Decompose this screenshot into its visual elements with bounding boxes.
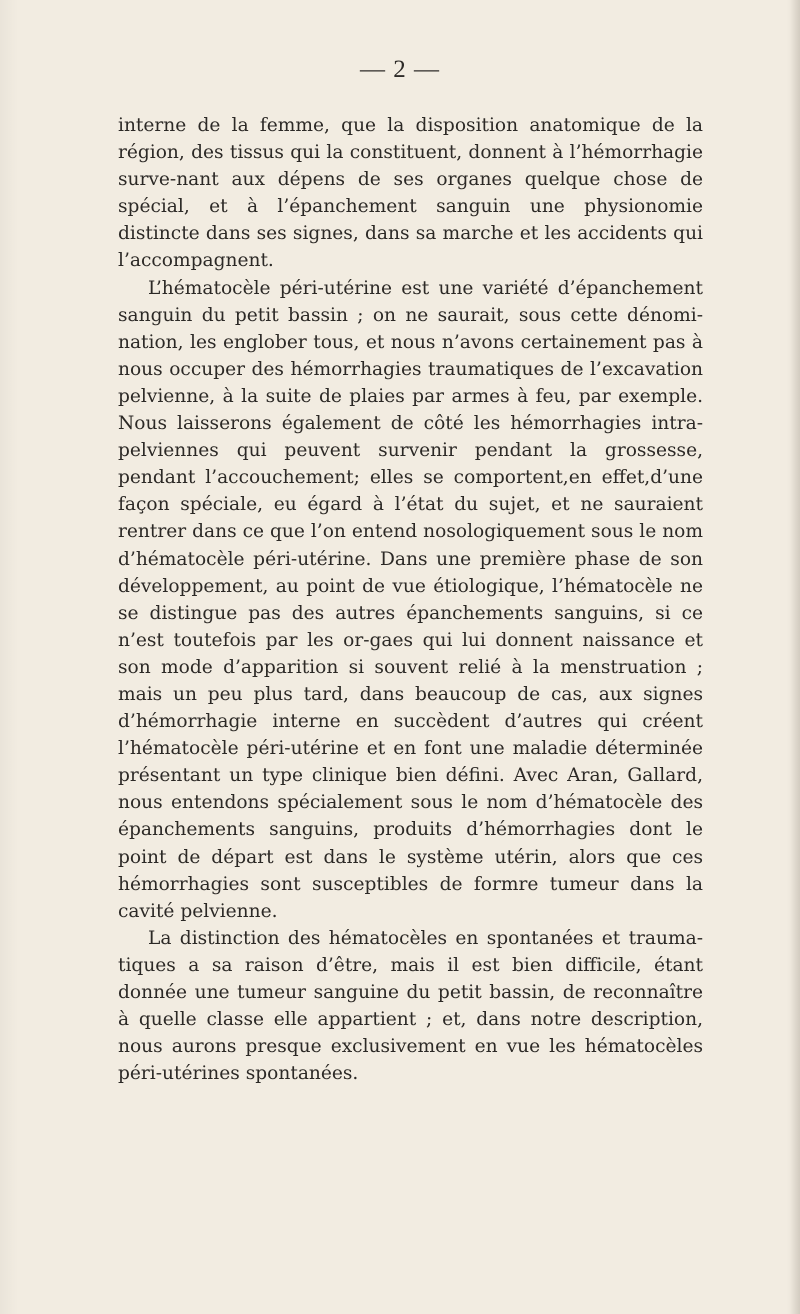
paragraph-2: L’hématocèle péri-utérine est une variété d’épanchement sanguin du petit bassin ; on ne saurait, sous cette dénomi-nation, les englober tous, et nous n’avons certainement pas à nous occuper des hémorrhagies traumatiques de l’excavation pelvienne, à la suite de plaies par armes à feu, par exemple. Nous laisserons également de côté les hémorrhagies intra-pelviennes qui peuvent survenir pendant la grossesse, pendant l’accouchement; elles se comportent,en effet,d’une façon spéciale, eu égard à l’état du sujet, et ne sauraient rentrer dans ce que l’on entend nosologiquement sous le nom d’hématocèle péri-utérine. Dans une première phase de son développement, au point de vue étiologique, l’hématocèle ne se distingue pas des autres épanchements sanguins, si ce n’est toutefois par les or-gaes qui lui donnent naissance et son mode d’apparition si souvent relié à la menstruation ; mais un peu plus tard, dans beaucoup de cas, aux signes d’hémorrhagie interne en succèdent d’autres qui créent l’hématocèle péri-utérine et en font une maladie déterminée présentant un type clinique bien défini. Avec Aran, Gallard, nous entendons spécialement sous le nom d’hématocèle des épanchements sanguins, produits d’hémorrhagies dont le point de départ est dans le système utérin, alors que ces hémorrhagies sont susceptibles de formre tumeur dans la cavité pelvienne. <box>118 277 703 922</box>
body-text <box>118 112 703 1087</box>
paragraph-1: interne de la femme, que la disposition anatomique de la région, des tissus qui la constituent, donnent à l’hémorrhagie surve-nant aux dépens de ses organes quelque chose de spécial, et à l’épanchement sanguin une physionomie distincte dans ses signes, dans sa marche et les accidents qui l’accompagnent. <box>118 115 703 272</box>
paragraph-3: La distinction des hématocèles en spontanées et trauma-tiques a sa raison d’être, mais il est bien difficile, étant donnée une tumeur sanguine du petit bassin, de reconnaître à quelle classe elle appartient ; et, dans notre description, nous aurons presque exclusivement en vue les hématocèles péri-utérines spontanées. <box>118 927 703 1085</box>
page-number: — 2 — <box>360 56 440 83</box>
page-edge-shadow <box>790 0 800 1314</box>
